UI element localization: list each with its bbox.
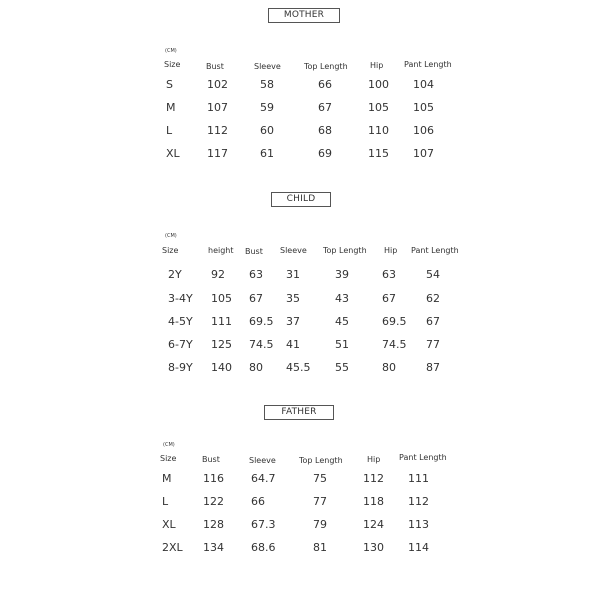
mother-value-cell: 60 — [260, 124, 274, 137]
father-header-bust: Bust — [202, 455, 220, 464]
father-size-cell: M — [162, 472, 172, 485]
father-value-cell: 111 — [408, 472, 429, 485]
child-value-cell: 111 — [211, 315, 232, 328]
child-value-cell: 77 — [426, 338, 440, 351]
child-value-cell: 62 — [426, 292, 440, 305]
father-value-cell: 122 — [203, 495, 224, 508]
mother-size-cell: XL — [166, 147, 180, 160]
mother-header-top-length: Top Length — [304, 62, 348, 71]
mother-title: MOTHER — [268, 8, 340, 23]
father-header-pant-length: Pant Length — [399, 453, 447, 462]
mother-value-cell: 67 — [318, 101, 332, 114]
child-size-cell: 4-5Y — [168, 315, 193, 328]
child-header-hip: Hip — [384, 246, 398, 255]
child-header-bust: Bust — [245, 247, 263, 256]
father-value-cell: 81 — [313, 541, 327, 554]
child-size-cell: 3-4Y — [168, 292, 193, 305]
child-size-cell: 8-9Y — [168, 361, 193, 374]
mother-value-cell: 68 — [318, 124, 332, 137]
mother-value-cell: 59 — [260, 101, 274, 114]
child-value-cell: 74.5 — [249, 338, 274, 351]
child-value-cell: 37 — [286, 315, 300, 328]
father-value-cell: 114 — [408, 541, 429, 554]
father-header-hip: Hip — [367, 455, 381, 464]
father-value-cell: 112 — [363, 472, 384, 485]
father-header-top-length: Top Length — [299, 456, 343, 465]
child-value-cell: 67 — [382, 292, 396, 305]
child-value-cell: 74.5 — [382, 338, 407, 351]
mother-unit-label: (CM) — [165, 48, 177, 54]
child-value-cell: 67 — [426, 315, 440, 328]
mother-value-cell: 66 — [318, 78, 332, 91]
father-value-cell: 66 — [251, 495, 265, 508]
child-value-cell: 51 — [335, 338, 349, 351]
child-value-cell: 55 — [335, 361, 349, 374]
father-value-cell: 112 — [408, 495, 429, 508]
mother-header-pant-length: Pant Length — [404, 60, 452, 69]
mother-value-cell: 112 — [207, 124, 228, 137]
child-value-cell: 31 — [286, 268, 300, 281]
father-value-cell: 134 — [203, 541, 224, 554]
child-header-size: Size — [162, 246, 179, 255]
child-value-cell: 63 — [249, 268, 263, 281]
child-value-cell: 80 — [249, 361, 263, 374]
father-value-cell: 68.6 — [251, 541, 276, 554]
mother-header-sleeve: Sleeve — [254, 62, 281, 71]
child-value-cell: 69.5 — [249, 315, 274, 328]
father-value-cell: 116 — [203, 472, 224, 485]
mother-header-size: Size — [164, 60, 181, 69]
child-size-cell: 2Y — [168, 268, 182, 281]
father-value-cell: 64.7 — [251, 472, 276, 485]
child-value-cell: 140 — [211, 361, 232, 374]
father-value-cell: 128 — [203, 518, 224, 531]
child-value-cell: 45.5 — [286, 361, 311, 374]
father-header-sleeve: Sleeve — [249, 456, 276, 465]
mother-size-cell: S — [166, 78, 173, 91]
child-value-cell: 45 — [335, 315, 349, 328]
mother-size-cell: M — [166, 101, 176, 114]
child-value-cell: 39 — [335, 268, 349, 281]
mother-value-cell: 105 — [368, 101, 389, 114]
mother-value-cell: 58 — [260, 78, 274, 91]
child-header-sleeve: Sleeve — [280, 246, 307, 255]
mother-value-cell: 115 — [368, 147, 389, 160]
mother-value-cell: 107 — [207, 101, 228, 114]
child-value-cell: 125 — [211, 338, 232, 351]
child-value-cell: 35 — [286, 292, 300, 305]
mother-header-bust: Bust — [206, 62, 224, 71]
child-header-pant-length: Pant Length — [411, 246, 459, 255]
mother-value-cell: 104 — [413, 78, 434, 91]
father-value-cell: 130 — [363, 541, 384, 554]
father-value-cell: 113 — [408, 518, 429, 531]
mother-value-cell: 100 — [368, 78, 389, 91]
child-value-cell: 41 — [286, 338, 300, 351]
father-size-cell: 2XL — [162, 541, 183, 554]
child-header-top-length: Top Length — [323, 246, 367, 255]
child-value-cell: 43 — [335, 292, 349, 305]
father-unit-label: (CM) — [163, 442, 175, 448]
father-value-cell: 118 — [363, 495, 384, 508]
mother-value-cell: 102 — [207, 78, 228, 91]
child-value-cell: 80 — [382, 361, 396, 374]
child-unit-label: (CM) — [165, 233, 177, 239]
father-value-cell: 75 — [313, 472, 327, 485]
mother-value-cell: 69 — [318, 147, 332, 160]
father-title: FATHER — [264, 405, 334, 420]
mother-value-cell: 105 — [413, 101, 434, 114]
child-value-cell: 54 — [426, 268, 440, 281]
mother-value-cell: 107 — [413, 147, 434, 160]
child-value-cell: 67 — [249, 292, 263, 305]
father-size-cell: L — [162, 495, 169, 508]
father-value-cell: 67.3 — [251, 518, 276, 531]
child-header-height: height — [208, 246, 234, 255]
father-value-cell: 77 — [313, 495, 327, 508]
father-value-cell: 124 — [363, 518, 384, 531]
mother-header-hip: Hip — [370, 61, 384, 70]
child-title: CHILD — [271, 192, 331, 207]
mother-value-cell: 110 — [368, 124, 389, 137]
mother-value-cell: 106 — [413, 124, 434, 137]
child-size-cell: 6-7Y — [168, 338, 193, 351]
child-value-cell: 92 — [211, 268, 225, 281]
child-value-cell: 63 — [382, 268, 396, 281]
child-value-cell: 87 — [426, 361, 440, 374]
father-size-cell: XL — [162, 518, 176, 531]
child-value-cell: 105 — [211, 292, 232, 305]
mother-value-cell: 61 — [260, 147, 274, 160]
father-value-cell: 79 — [313, 518, 327, 531]
father-header-size: Size — [160, 454, 177, 463]
mother-value-cell: 117 — [207, 147, 228, 160]
child-value-cell: 69.5 — [382, 315, 407, 328]
mother-size-cell: L — [166, 124, 173, 137]
